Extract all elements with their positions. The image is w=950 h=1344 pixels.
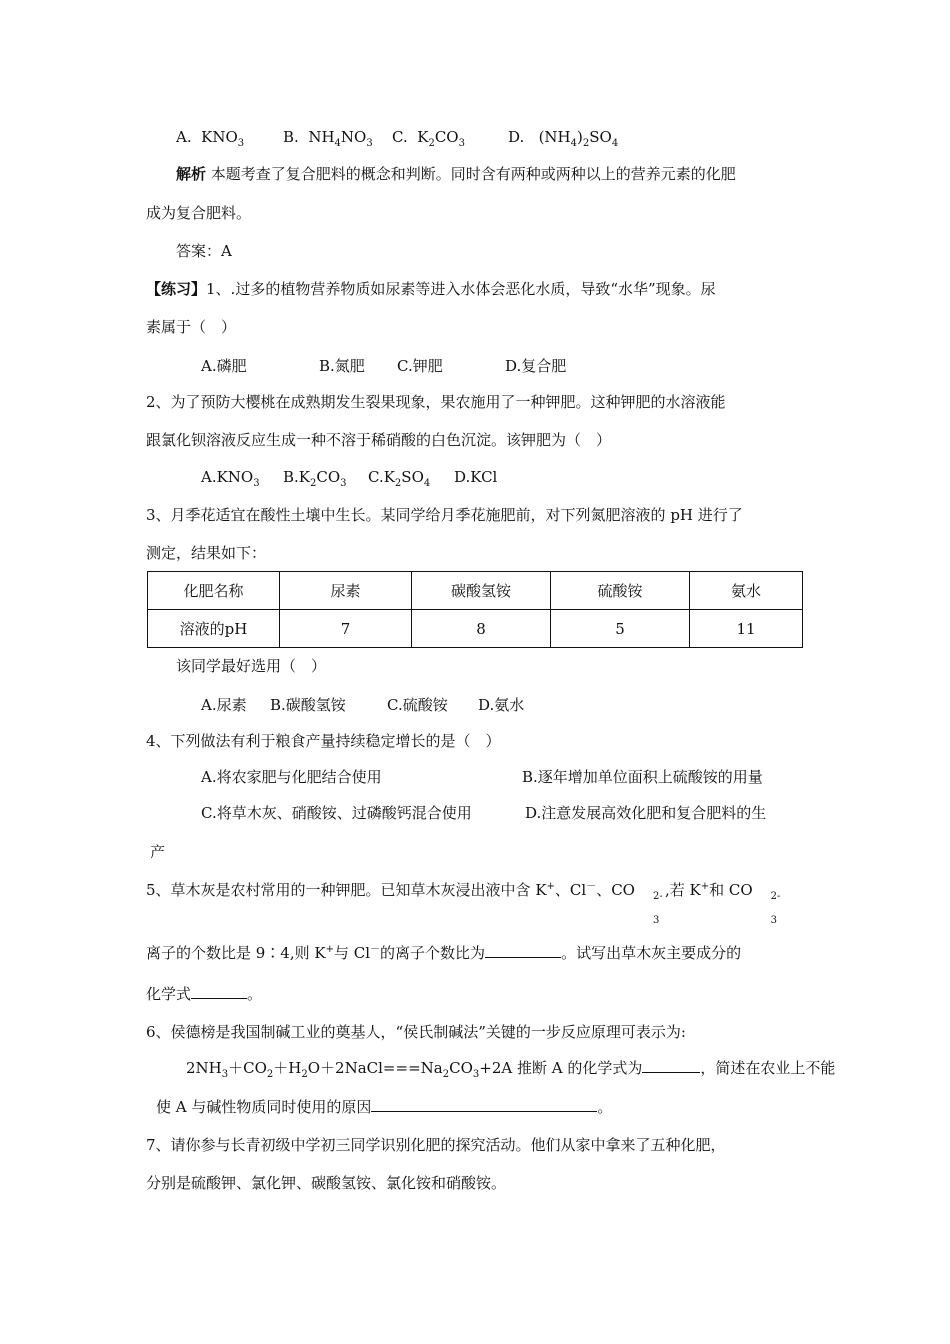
q0-option-d: D. $(NH_4)_2SO_4$ [508,128,619,149]
q0-option-a: A. $KNO_3$ [176,128,245,149]
q1-line-2: 素属于（ ） [146,318,237,336]
table-header-cell: 化肥名称 [148,572,280,610]
q5-line-2: 离子的个数比是 9∶4,则 K+与 Cl－的离子个数比为 。试写出草木灰主要成分的 [146,944,742,962]
q4-option-d: D.注意发展高效化肥和复合肥料的生 [525,804,767,822]
q7-line-2: 分别是硫酸钾、氯化钾、碳酸氢铵、氯化铵和硝酸铵。 [146,1174,507,1192]
table-header-cell: 尿素 [280,572,412,610]
q1-option-a: A.磷肥 [201,357,247,375]
table-header-cell: 硫酸铵 [551,572,690,610]
q1-option-d: D.复合肥 [505,357,567,375]
q6-line-3: 使 A 与碱性物质同时使用的原因 。 [156,1098,613,1116]
q3-option-b: B.碳酸氢铵 [270,696,346,714]
answer-line: 答案：A [176,242,232,260]
q1-line-1: 【练习】1、.过多的植物营养物质如尿素等进入水体会恶化水质，导致“水华”现象。尿 [146,280,716,298]
practice-label: 【练习】 [146,280,207,298]
q6-line-1: 6、侯德榜是我国制碱工业的奠基人，“侯氏制碱法”关键的一步反应原理可表示为: [146,1023,686,1041]
reaction-equation: $2NH_3+CO_2+H_2O+2NaCl===Na_2CO_3+2A$ [186,1059,513,1080]
q7-line-1: 7、请你参与长青初级中学初三同学识别化肥的探究活动。他们从家中拿来了五种化肥， [146,1136,726,1154]
table-header-cell: 氨水 [690,572,803,610]
q5-line-3: 化学式 。 [146,985,263,1003]
analysis-text: 本题考查了复合肥料的概念和判断。同时含有两种或两种以上的营养元素的化肥 [210,165,736,183]
q4-option-b: B.逐年增加单位面积上硫酸铵的用量 [522,768,763,786]
q3-line-3: 该同学最好选用（ ） [176,657,327,675]
q2-option-c: $C.K_2SO_4$ [368,468,431,489]
analysis-label: 解析 [176,165,207,183]
table-cell: 8 [412,610,551,648]
q5-line-1: 5、草木灰是农村常用的一种钾肥。已知草木灰浸出液中含 K+、Cl－、CO 2- 3 ,若 K+和 CO 2- 3 [146,881,781,926]
q3-option-a: A.尿素 [201,696,247,714]
table-row [148,610,803,648]
q6-line-2: $2NH_3+CO_2+H_2O+2NaCl===Na_2CO_3+2A$ 推断 A 的化学式为 ，简述在农业上不能 [186,1059,836,1080]
q2-line-1: 2、为了预防大樱桃在成熟期发生裂果现象，果农施用了一种钾肥。这种钾肥的水溶液能 [146,393,726,411]
q2-line-2: 跟氯化钡溶液反应生成一种不溶于稀硝酸的白色沉淀。该钾肥为（ ） [146,431,612,449]
q0-option-b: B. $NH_4NO_3$ [283,128,373,149]
answer-blank[interactable] [485,943,561,958]
q3-option-c: C.硫酸铵 [387,696,448,714]
q4-option-d-continued: 产 [150,843,166,861]
answer-blank[interactable] [642,1058,700,1073]
analysis-line-2: 成为复合肥料。 [146,204,252,222]
q4-line-1: 4、下列做法有利于粮食产量持续稳定增长的是（ ） [146,732,501,750]
q1-option-c: C.钾肥 [397,357,443,375]
table-header-cell: 碳酸氢铵 [412,572,551,610]
q4-option-c: C.将草木灰、硝酸铵、过磷酸钙混合使用 [201,804,472,822]
q3-line-2: 测定，结果如下： [146,544,267,562]
q3-line-1: 3、月季花适宜在酸性土壤中生长。某同学给月季花施肥前，对下列氮肥溶液的 pH 进行了 [146,506,743,524]
q2-option-a: $A.KNO_3$ [201,468,260,489]
q2-option-d: D.KCl [454,468,498,486]
table-cell: 5 [551,610,690,648]
answer-blank[interactable] [371,1097,597,1112]
answer-blank[interactable] [191,984,247,999]
table-cell: 溶液的pH [148,610,280,648]
table-row [148,572,803,610]
ph-table [147,571,803,648]
q2-option-b: $B.K_2CO_3$ [283,468,347,489]
q4-option-a: A.将农家肥与化肥结合使用 [201,768,382,786]
table-cell: 11 [690,610,803,648]
q3-option-d: D.氨水 [478,696,525,714]
analysis-line-1 [176,164,736,184]
q1-option-b: B.氮肥 [319,357,365,375]
table-cell: 7 [280,610,412,648]
q0-option-c: C. $K_2CO_3$ [392,128,465,149]
